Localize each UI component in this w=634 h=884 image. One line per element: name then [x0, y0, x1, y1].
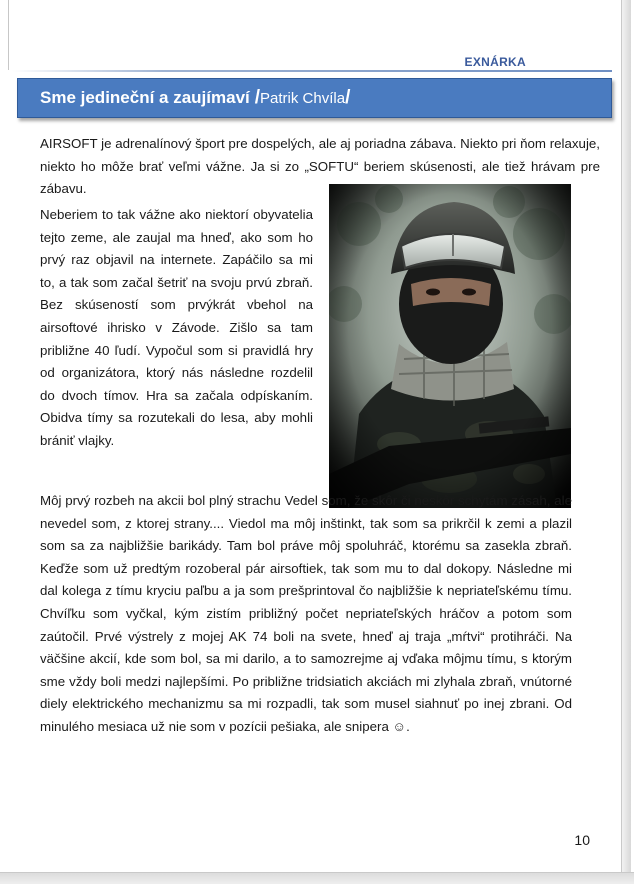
article-title-bar: [17, 78, 612, 118]
section-label: EXNÁRKA: [464, 55, 526, 69]
page-shadow-right: [621, 0, 631, 872]
title-slash-open: /: [254, 87, 261, 108]
article-column-paragraph: Neberiem to tak vážne ako niektorí obyvatelia tejto zeme, ale zaujal ma hneď, ako som ho prvý raz objavil na internete. Zapáčilo sa mi to, a tak som začal šetriť na svoju prvú zbraň. Bez skúseností som prvýkrát vbehol na airsoftové ihrisko v Závode. Zišlo sa tam približne 40 ľudí. Vypočul som si pravidlá hry od organizátora, ktorý nás následne rozdelil do dvoch tímov. Hra sa začala odpískaním. Obidva tímy sa rozutekali do lesa, aby mohli brániť vlajky.: [40, 207, 313, 448]
article-title: Sme jedineční a zaujímaví: [40, 88, 250, 107]
page-shadow-bottom: [0, 872, 634, 884]
header-rule: [12, 70, 612, 72]
title-slash-close: /: [345, 87, 351, 108]
page-corner-line: [8, 0, 9, 70]
page-number: 10: [574, 832, 590, 848]
article-intro: AIRSOFT je adrenalínový šport pre dospelých, ale aj poriadna zábava. Niekto pri ňom relaxuje, niekto ho môže brať veľmi vážne. Ja si zo „SOFTU“ beriem skúsenosti, ale tiež hrávam pre zábavu.: [40, 136, 600, 197]
article-main-paragraph: Môj prvý rozbeh na akcii bol plný strachu Vedel som, že skôr či neskôr schytám zásah, ale nevedel som, z ktorej strany.... Viedol ma môj inštinkt, tak som sa prikrčil k zemi a plazil som sa za najbližšie barikády. Tam bol práve môj spoluhráč, ktorému sa zasekla zbraň. Keďže som už predtým rozoberal pár airsoftiek, tak som mu to dal dokopy. Následne mi dal kolega z tímu kryciu paľbu a ja som prešprintoval čo najbližšie k nepriateľskému tímu. Chvíľku som vyčkal, kým zistím približný počet nepriateľských hráčov a potom som zaútočil. Prvé výstrely z mojej AK 74 boli na svete, hneď aj traja „mŕtvi“ protihráči. Na väčšine akcií, kde som bol, sa mi darilo, a to samozrejme aj vďaka môjmu tímu, s ktorým sme vždy boli medzi najlepšími. Po približne tridsiatich akciách mi zlyhala zbraň, vnútorné diely elektrického mechanizmu sa mi rozpadli, tak som musel siahnuť po inej zbrani. Od minulého mesiaca už nie som v pozícii pešiaka, ale snipera ☺.: [40, 493, 572, 734]
airsoft-player-photo: [329, 184, 571, 508]
article-author: Patrik Chvíla: [260, 89, 346, 107]
